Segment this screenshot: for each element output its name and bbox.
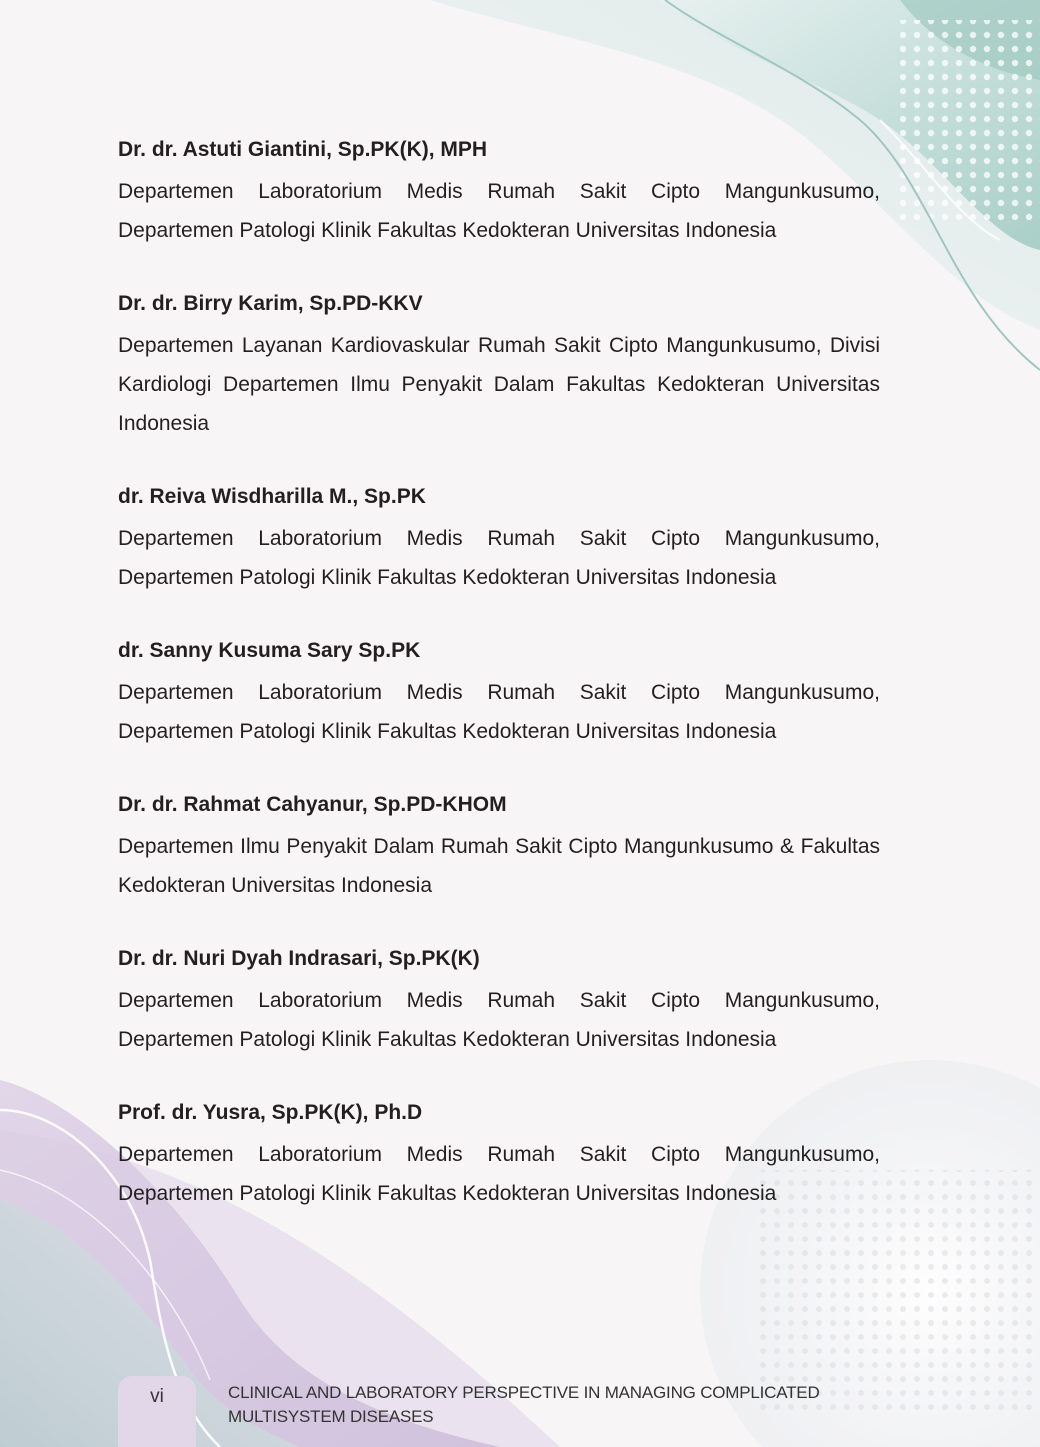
page-number-tab	[118, 1376, 196, 1447]
contributor-name: Dr. dr. Birry Karim, Sp.PD-KKV	[118, 292, 423, 315]
contributor-name: Dr. dr. Astuti Giantini, Sp.PK(K), MPH	[118, 138, 488, 161]
contributor-affiliation: Departemen Laboratorium Medis Rumah Sakit Cipto Mangunkusumo, Departemen Patologi Klinik Fakultas Kedokteran Universitas Indonesia	[118, 989, 880, 1051]
contributor-name: Dr. dr. Nuri Dyah Indrasari, Sp.PK(K)	[118, 947, 480, 970]
contributor-entry	[118, 288, 880, 443]
contributor-name: dr. Sanny Kusuma Sary Sp.PK	[118, 639, 421, 662]
running-title: CLINICAL AND LABORATORY PERSPECTIVE IN MANAGING COMPLICATED MULTISYSTEM DISEASES	[228, 1383, 820, 1426]
page-footer	[118, 1376, 848, 1447]
contributor-affiliation: Departemen Laboratorium Medis Rumah Sakit Cipto Mangunkusumo, Departemen Patologi Klinik Fakultas Kedokteran Universitas Indonesia	[118, 681, 880, 743]
top-right-dots	[900, 20, 1040, 220]
contributor-entry	[118, 134, 880, 250]
contributor-affiliation: Departemen Laboratorium Medis Rumah Sakit Cipto Mangunkusumo, Departemen Patologi Klinik Fakultas Kedokteran Universitas Indonesia	[118, 1143, 880, 1205]
contributor-name: dr. Reiva Wisdharilla M., Sp.PK	[118, 485, 426, 508]
contributor-entry	[118, 481, 880, 597]
contributor-entry	[118, 943, 880, 1059]
page-number: vi	[150, 1386, 164, 1407]
contributor-list	[118, 134, 880, 1251]
contributor-name: Dr. dr. Rahmat Cahyanur, Sp.PD-KHOM	[118, 793, 507, 816]
contributor-name: Prof. dr. Yusra, Sp.PK(K), Ph.D	[118, 1101, 423, 1124]
contributor-entry	[118, 1097, 880, 1213]
contributor-entry	[118, 635, 880, 751]
contributor-affiliation: Departemen Ilmu Penyakit Dalam Rumah Sakit Cipto Mangunkusumo & Fakultas Kedokteran Universitas Indonesia	[118, 835, 880, 897]
contributor-affiliation: Departemen Laboratorium Medis Rumah Sakit Cipto Mangunkusumo, Departemen Patologi Klinik Fakultas Kedokteran Universitas Indonesia	[118, 527, 880, 589]
contributor-entry	[118, 789, 880, 905]
contributor-affiliation: Departemen Layanan Kardiovaskular Rumah Sakit Cipto Mangunkusumo, Divisi Kardiologi Departemen Ilmu Penyakit Dalam Fakultas Kedokteran Universitas Indonesia	[118, 334, 880, 435]
contributor-affiliation: Departemen Laboratorium Medis Rumah Sakit Cipto Mangunkusumo, Departemen Patologi Klinik Fakultas Kedokteran Universitas Indonesia	[118, 180, 880, 242]
